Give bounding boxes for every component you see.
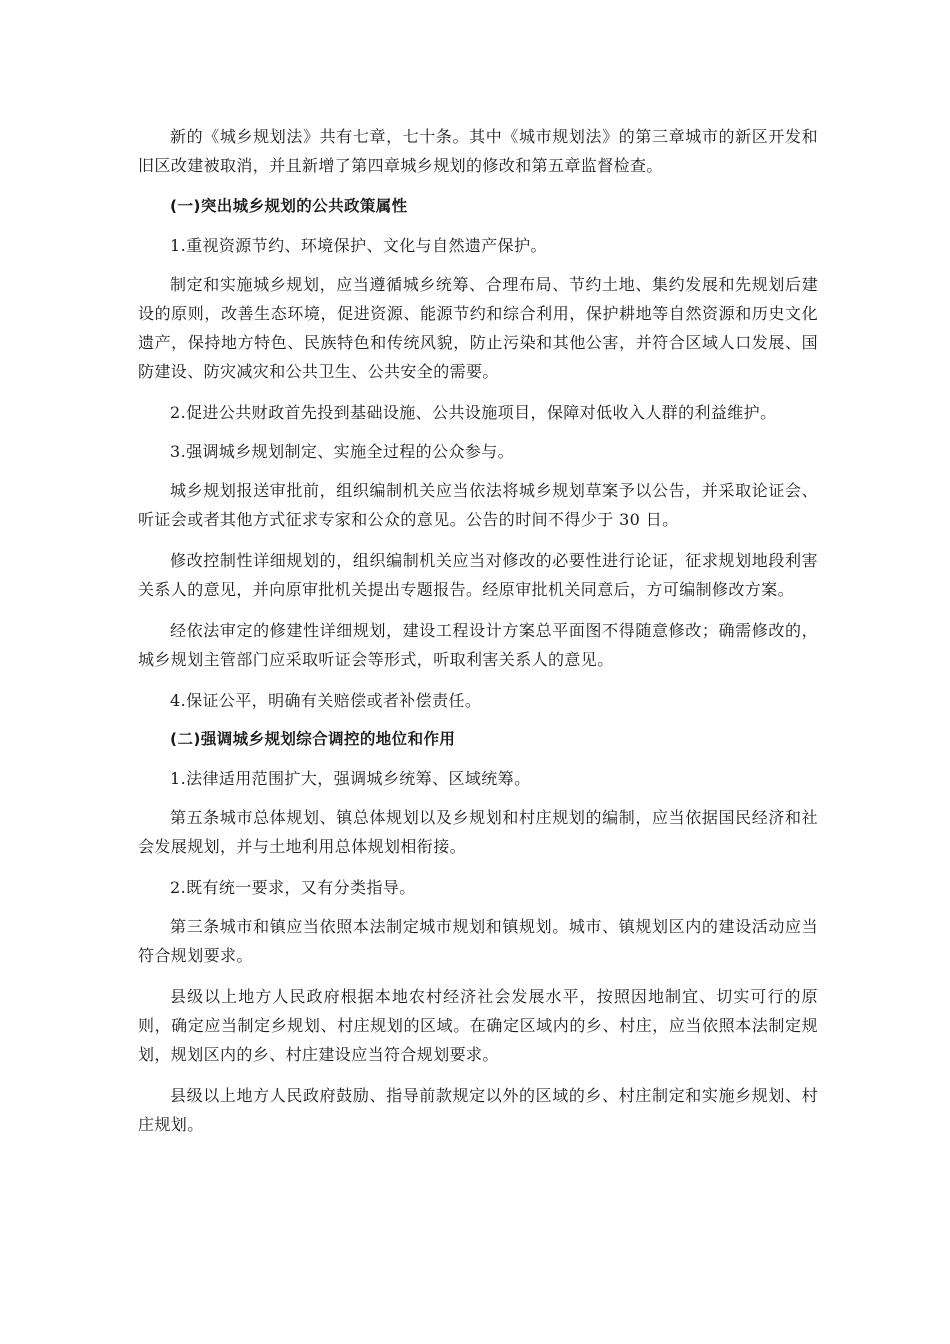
paragraph: 县级以上地方人民政府鼓励、指导前款规定以外的区域的乡、村庄制定和实施乡规划、村庄规划。 <box>138 1086 818 1134</box>
list-item-1-1: 1.重视资源节约、环境保护、文化与自然遗产保护。 <box>170 236 547 255</box>
section-heading-2: (二)强调城乡规划综合调控的地位和作用 <box>170 730 456 748</box>
list-item-2-2: 2.既有统一要求，又有分类指导。 <box>170 878 416 897</box>
paragraph: 城乡规划报送审批前，组织编制机关应当依法将城乡规划草案予以公告，并采取论证会、听证会或者其他方式征求专家和公众的意见。公告的时间不得少于 30 日。 <box>138 481 818 529</box>
paragraph: 经依法审定的修建性详细规划，建设工程设计方案总平面图不得随意修改；确需修改的，城乡规划主管部门应采取听证会等形式，听取利害关系人的意见。 <box>138 621 818 669</box>
document-body <box>138 122 818 1151</box>
section-heading-1: (一)突出城乡规划的公共政策属性 <box>170 197 408 215</box>
paragraph: 第五条城市总体规划、镇总体规划以及乡规划和村庄规划的编制，应当依据国民经济和社会发展规划，并与土地利用总体规划相衔接。 <box>138 808 818 856</box>
list-item-1-3: 3.强调城乡规划制定、实施全过程的公众参与。 <box>170 442 515 461</box>
paragraph: 县级以上地方人民政府根据本地农村经济社会发展水平，按照因地制宜、切实可行的原则，确定应当制定乡规划、村庄规划的区域。在确定区域内的乡、村庄，应当依照本法制定规划，规划区内的乡、村庄建设应当符合规划要求。 <box>138 987 818 1064</box>
paragraph-intro: 新的《城乡规划法》共有七章，七十条。其中《城市规划法》的第三章城市的新区开发和旧区改建被取消，并且新增了第四章城乡规划的修改和第五章监督检查。 <box>138 127 818 175</box>
list-item-1-2: 2.促进公共财政首先投到基础设施、公共设施项目，保障对低收入人群的利益维护。 <box>170 403 777 422</box>
paragraph: 第三条城市和镇应当依照本法制定城市规划和镇规划。城市、镇规划区内的建设活动应当符合规划要求。 <box>138 917 818 965</box>
paragraph: 制定和实施城乡规划，应当遵循城乡统筹、合理布局、节约土地、集约发展和先规划后建设的原则，改善生态环境，促进资源、能源节约和综合利用，保护耕地等自然资源和历史文化遗产，保持地方特色、民族特色和传统风貌，防止污染和其他公害，并符合区域人口发展、国防建设、防灾减灾和公共卫生、公共安全的需要。 <box>138 275 818 381</box>
list-item-1-4: 4.保证公平，明确有关赔偿或者补偿责任。 <box>170 691 482 710</box>
list-item-2-1: 1.法律适用范围扩大，强调城乡统筹、区域统筹。 <box>170 769 531 788</box>
paragraph: 修改控制性详细规划的，组织编制机关应当对修改的必要性进行论证，征求规划地段利害关系人的意见，并向原审批机关提出专题报告。经原审批机关同意后，方可编制修改方案。 <box>138 551 818 599</box>
